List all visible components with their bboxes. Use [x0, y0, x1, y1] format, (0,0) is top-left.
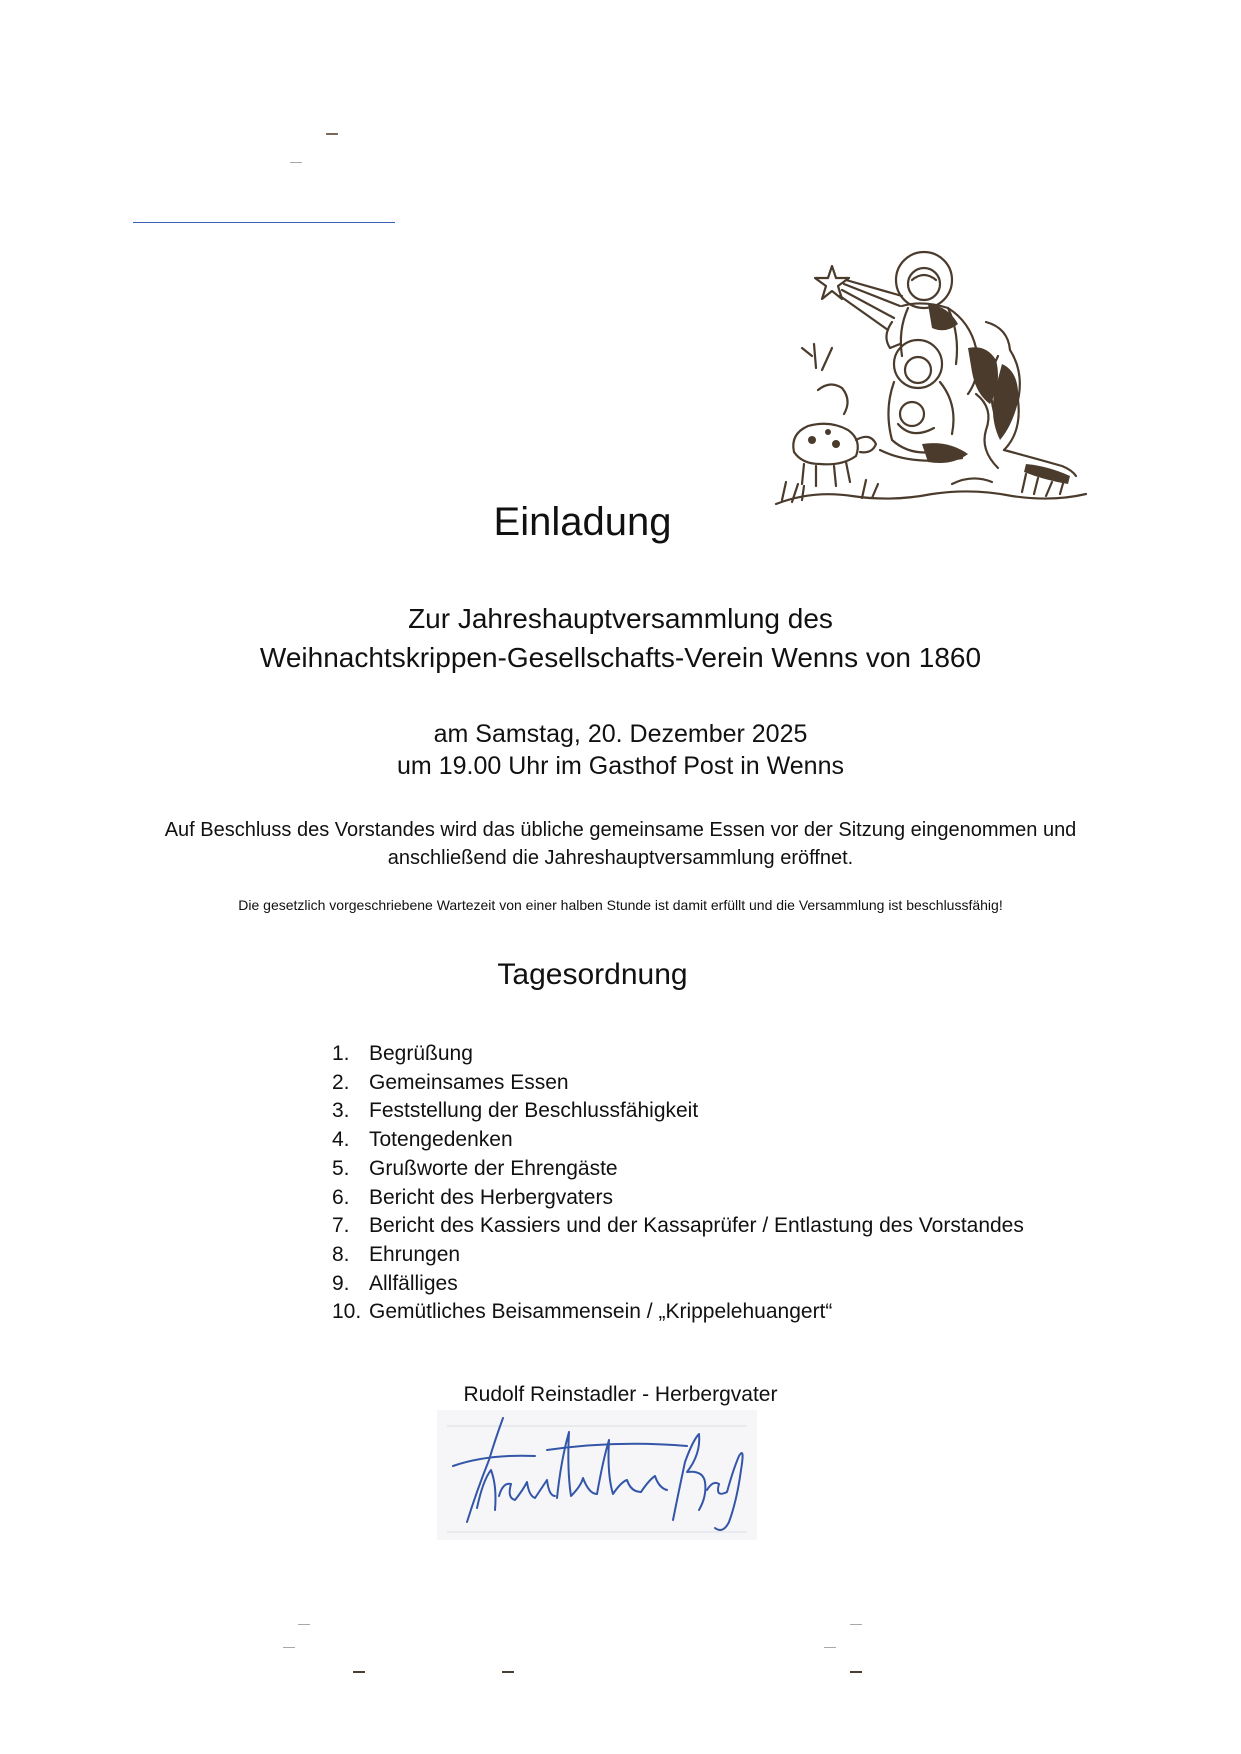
note-line-2: anschließend die Jahreshauptversammlung eröffnet.	[387, 847, 854, 869]
decor-tick	[283, 1647, 295, 1648]
nativity-scene-illustration-icon	[772, 244, 1090, 526]
agenda-item-number: 7.	[332, 1214, 350, 1238]
agenda-item-text: Ehrungen	[369, 1242, 461, 1266]
agenda-title: Tagesordnung	[497, 958, 688, 991]
agenda-item-text: Gemeinsames Essen	[369, 1070, 569, 1094]
agenda-item-text: Grußworte der Ehrengäste	[369, 1156, 618, 1180]
decor-tick	[824, 1647, 836, 1648]
agenda-item	[332, 1184, 1024, 1213]
agenda-list	[332, 1040, 1024, 1327]
header-rule	[133, 222, 395, 223]
agenda-item	[332, 1040, 1024, 1069]
event-time-place: um 19.00 Uhr im Gasthof Post in Wenns	[397, 752, 844, 780]
handwritten-signature-icon	[437, 1410, 757, 1540]
agenda-item	[332, 1155, 1024, 1184]
agenda-item-number: 10.	[332, 1300, 362, 1324]
agenda-item-text: Allfälliges	[369, 1271, 458, 1295]
agenda-item-text: Gemütliches Beisammensein / „Krippelehuangert“	[369, 1300, 833, 1324]
note-line-1: Auf Beschluss des Vorstandes wird das übliche gemeinsame Essen vor der Sitzung eingenommen und	[164, 819, 1077, 841]
decor-tick	[298, 1624, 310, 1625]
agenda-item-number: 8.	[332, 1242, 350, 1266]
agenda-item	[332, 1298, 1024, 1327]
agenda-item-number: 5.	[332, 1156, 350, 1180]
agenda-item-text: Feststellung der Beschlussfähigkeit	[369, 1099, 699, 1123]
agenda-item-number: 6.	[332, 1185, 350, 1209]
decor-tick	[353, 1671, 365, 1673]
agenda-item-text: Bericht des Kassiers und der Kassaprüfer / Entlastung des Vorstandes	[369, 1214, 1024, 1238]
agenda-item	[332, 1097, 1024, 1126]
decor-tick	[502, 1671, 514, 1673]
agenda-item-text: Begrüßung	[369, 1042, 473, 1065]
agenda-item-text: Totengedenken	[369, 1128, 513, 1152]
decor-tick	[850, 1624, 862, 1625]
agenda-item	[332, 1212, 1024, 1241]
decor-tick	[290, 162, 302, 163]
agenda-item	[332, 1241, 1024, 1270]
decor-tick	[326, 133, 338, 135]
agenda-item-number: 3.	[332, 1099, 350, 1123]
quorum-note: Die gesetzlich vorgeschriebene Wartezeit von einer halben Stunde ist damit erfüllt und die Versammlung ist beschlussfähig!	[238, 897, 1003, 913]
agenda-item-number: 9.	[332, 1271, 350, 1295]
signer-name: Rudolf Reinstadler - Herbergvater	[463, 1383, 778, 1406]
agenda-item-number: 2.	[332, 1070, 350, 1094]
agenda-item	[332, 1270, 1024, 1299]
agenda-item-text: Bericht des Herbergvaters	[369, 1185, 613, 1209]
event-date: am Samstag, 20. Dezember 2025	[433, 720, 808, 748]
subtitle-line-1: Zur Jahreshauptversammlung des	[408, 603, 833, 634]
agenda-item	[332, 1069, 1024, 1098]
subtitle-line-2: Weihnachtskrippen-Gesellschafts-Verein Wenns von 1860	[259, 642, 982, 673]
agenda-item	[332, 1126, 1024, 1155]
page-title: Einladung	[493, 500, 672, 544]
agenda-item-number: 1.	[332, 1042, 350, 1065]
decor-tick	[850, 1671, 862, 1673]
agenda-item-number: 4.	[332, 1128, 350, 1152]
